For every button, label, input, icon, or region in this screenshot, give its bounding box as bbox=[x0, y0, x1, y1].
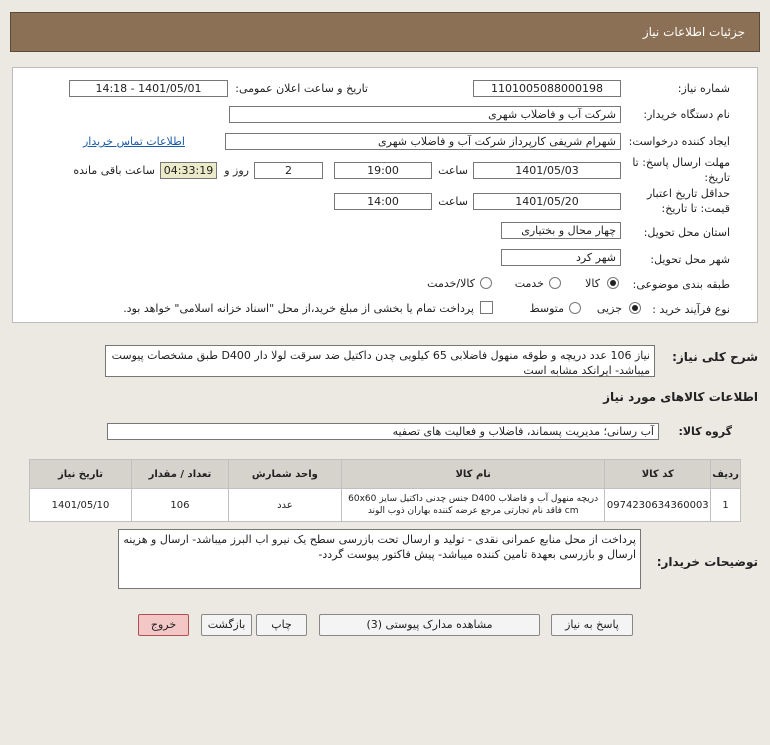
goods-group-label: گروه کالا: bbox=[678, 425, 732, 438]
buyer-desc-label: توضیحات خریدار: bbox=[656, 555, 758, 569]
category-option-service: خدمت bbox=[514, 277, 544, 290]
goods-group-field: آب رسانی؛ مدیریت پسماند، فاضلاب و فعالیت های تصفیه bbox=[107, 423, 659, 440]
cell-row: 1 bbox=[711, 489, 741, 522]
category-option-goods: کالا bbox=[585, 277, 600, 290]
col-row: ردیف bbox=[711, 460, 741, 489]
cell-qty: 106 bbox=[132, 489, 229, 522]
validity-date-field: 1401/05/20 bbox=[473, 193, 621, 210]
category-radio-goods[interactable] bbox=[607, 277, 619, 289]
col-name: نام کالا bbox=[341, 460, 604, 489]
process-radio-medium[interactable] bbox=[569, 302, 581, 314]
exit-button[interactable]: خروج bbox=[138, 614, 189, 636]
general-desc-label: شرح کلی نیاز: bbox=[672, 350, 758, 364]
treasury-note: پرداخت تمام یا بخشی از مبلغ خرید،از محل "اسناد خزانه اسلامی" خواهد بود. bbox=[123, 302, 474, 315]
buyer-org-field: شرکت آب و فاضلاب شهری bbox=[229, 106, 621, 123]
items-table bbox=[29, 459, 741, 522]
buyer-desc-field: پرداخت از محل منابع عمرانی نقدی - تولید و ارسال تحت بازرسی سطح یک نیرو اب البرز میباشد- ارسال و هزینه ارسال و بازرسی بعهدة تامین کننده میباشد- پیش فاکتور پیوست گردد- bbox=[118, 529, 641, 589]
items-section-title: اطلاعات کالاهای مورد نیاز bbox=[603, 390, 758, 404]
requester-label: ایجاد کننده درخواست: bbox=[628, 135, 730, 148]
table-header-row bbox=[30, 460, 741, 489]
page-title: جزئیات اطلاعات نیاز bbox=[642, 25, 745, 39]
cell-code: 0974230634360003 bbox=[605, 489, 711, 522]
process-option-minor: جزیی bbox=[596, 302, 622, 315]
col-code: کد کالا bbox=[605, 460, 711, 489]
requester-field: شهرام شریفی کارپرداز شرکت آب و فاضلاب شهری bbox=[225, 133, 621, 150]
category-option-goods-service: کالا/خدمت bbox=[427, 277, 475, 290]
reply-time-field: 19:00 bbox=[334, 162, 432, 179]
print-button[interactable]: چاپ bbox=[256, 614, 307, 636]
view-attachments-button[interactable]: مشاهده مدارک پیوستی (3) bbox=[319, 614, 540, 636]
cell-date: 1401/05/10 bbox=[30, 489, 132, 522]
remaining-time-field: 04:33:19 bbox=[160, 162, 217, 179]
process-radio-minor[interactable] bbox=[629, 302, 641, 314]
col-qty: تعداد / مقدار bbox=[132, 460, 229, 489]
treasury-checkbox[interactable] bbox=[480, 301, 493, 314]
city-field: شهر کرد bbox=[501, 249, 621, 266]
back-button[interactable]: بازگشت bbox=[201, 614, 252, 636]
cell-name: دریچه منهول آب و فاضلاب D400 جنس چدنی داکتیل سایز 60x60 cm فاقد نام تجارتی مرجع عرضه کننده بهاران ذوب الوند bbox=[341, 489, 604, 522]
reply-time-label: ساعت bbox=[438, 164, 468, 177]
announce-datetime-label: تاریخ و ساعت اعلان عمومی: bbox=[235, 82, 368, 95]
days-label: روز و bbox=[224, 164, 249, 177]
buyer-contact-link[interactable]: اطلاعات تماس خریدار bbox=[83, 135, 185, 148]
province-label: استان محل تحویل: bbox=[643, 226, 730, 239]
validity-time-field: 14:00 bbox=[334, 193, 432, 210]
col-unit: واحد شمارش bbox=[228, 460, 341, 489]
process-label: نوع فرآیند خرید : bbox=[652, 303, 730, 316]
need-number-label: شماره نیاز: bbox=[677, 82, 730, 95]
announce-datetime-field: 1401/05/01 - 14:18 bbox=[69, 80, 228, 97]
buyer-org-label: نام دستگاه خریدار: bbox=[643, 108, 730, 121]
reply-deadline-label: مهلت ارسال پاسخ: تا تاریخ: bbox=[632, 156, 730, 184]
general-desc-field: نیاز 106 عدد دریچه و طوقه منهول فاضلابی 65 کیلویی چدن داکتیل ضد سرقت لولا دار D400 طبق مشخصات پیوست میباشد- ایرانکد مشابه است bbox=[105, 345, 655, 377]
remaining-time-label: ساعت باقی مانده bbox=[73, 164, 155, 177]
need-number-field: 1101005088000198 bbox=[473, 80, 621, 97]
validity-time-label: ساعت bbox=[438, 195, 468, 208]
category-radio-goods-service[interactable] bbox=[480, 277, 492, 289]
reply-date-field: 1401/05/03 bbox=[473, 162, 621, 179]
process-option-medium: متوسط bbox=[529, 302, 564, 315]
col-date: تاریخ نیاز bbox=[30, 460, 132, 489]
city-label: شهر محل تحویل: bbox=[650, 253, 730, 266]
reply-button[interactable]: پاسخ به نیاز bbox=[551, 614, 633, 636]
min-validity-label: حداقل تاریخ اعتبار قیمت: تا تاریخ: bbox=[646, 187, 730, 215]
cell-unit: عدد bbox=[228, 489, 341, 522]
page-header bbox=[10, 12, 760, 52]
category-radio-service[interactable] bbox=[549, 277, 561, 289]
province-field: چهار محال و بختیاری bbox=[501, 222, 621, 239]
category-label: طبقه بندی موضوعی: bbox=[632, 278, 730, 291]
table-row[interactable] bbox=[30, 489, 741, 522]
days-field: 2 bbox=[254, 162, 323, 179]
